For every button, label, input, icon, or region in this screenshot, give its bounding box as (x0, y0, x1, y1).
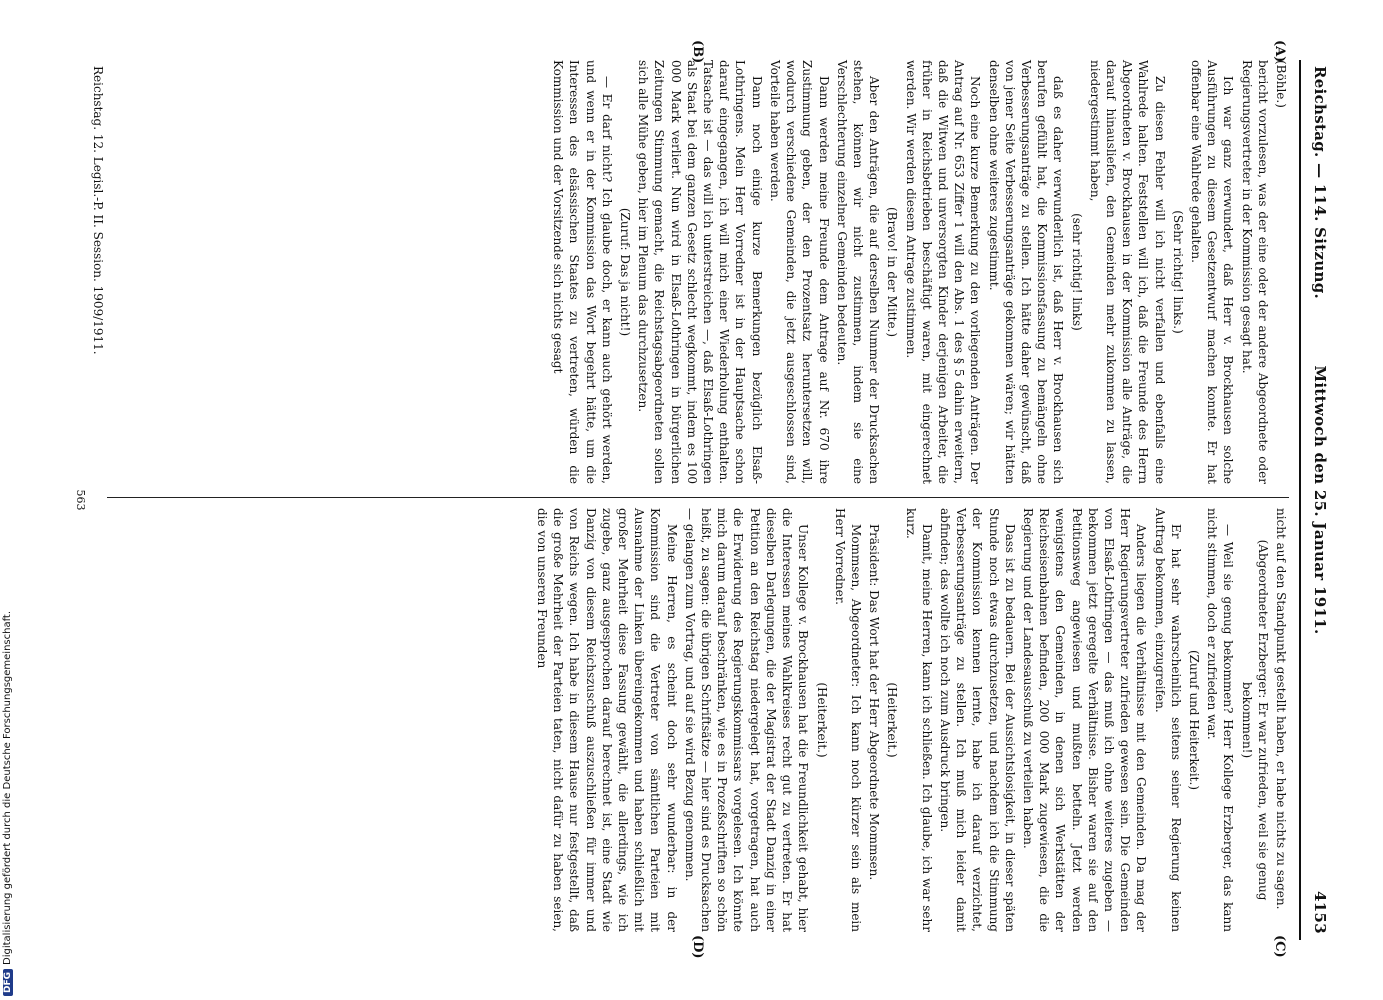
margin-mark-a: (A) (1272, 40, 1287, 63)
right-column-paragraph: Präsident: Das Wort hat der Herr Abgeordnete Mommsen. (867, 524, 882, 881)
left-column-paragraph: Noch eine kurze Bemerkung zu den vorliegenden Anträgen. Der Antrag auf Nr. 653 Ziffer 1 will den Abs. 1 des § 5 dahin erweitern, daß die Witwen und unversorgten Kinder derjenigen Arbeiter, die früher in Reichsbetrieben beschäftigt waren, mit eingerechnet werden. Wir werden diesem Antrage zustimmen. (903, 60, 983, 484)
column-divider (107, 497, 1289, 498)
left-column-paragraph: Ich war ganz verwundert, daß Herr v. Brockhausen solche Ausführungen zu diesem Gesetzentwurf machen konnte. Er hat offenbar eine Wahlrede gehalten. (1188, 60, 1236, 484)
left-column-paragraph: (Zuruf: Das ja nicht!) (618, 207, 633, 337)
left-column-paragraph: (sehr richtig! links) (1069, 213, 1084, 331)
left-column-paragraph: daß es daher verwunderlich ist, daß Herr v. Brockhausen sich berufen gefühlt hat, die Kommissionsfassung zu bemängeln ohne Verbesserungsanträge zu stellen. Ich hätte daher gewünscht, daß von jener Seite Verbesserungsanträge gekommen wären; wir hätten denselben ohne weiteres zugestimmt. (986, 60, 1066, 484)
left-column-paragraph: Dann werden meine Freunde dem Antrage auf Nr. 670 ihre Zustimmung geben, der den Prozentsatz heruntersetzen will, wodurch verschiedene Gemeinden, die jetzt ausgeschlossen sind, Vorteile haben werden. (767, 60, 831, 484)
right-column (532, 508, 1289, 932)
page-footer (74, 60, 105, 940)
left-column-paragraph: (Bravo! in der Mitte.) (885, 206, 900, 338)
dfg-logo: DFG (3, 969, 13, 996)
document-page (55, 40, 1345, 960)
left-column-paragraph: Zu diesen Fehler will ich nicht verfallen und ebenfalls eine Wahlrede halten. Feststellen will ich, daß die Freunde des Herrn Abgeordneten v. Brockhausen in der Kommission alle Anträge, die darauf hinausliefen, den Gemeinden mehr zukommen zu lassen, niedergestimmt haben, (1087, 60, 1167, 484)
header-session: Reichstag. — 114. Sitzung. (1311, 66, 1329, 300)
page-header (1303, 60, 1329, 940)
right-column-paragraph: Damit, meine Herren, kann ich schließen. Ich glaube, ich war sehr kurz. (903, 508, 934, 932)
right-column-paragraph: Meine Herren, es scheint doch sehr wunderbar: in der Kommission sind die Vertreter von sämtlichen Parteien mit Ausnahme der Linken übereingekommen und haben schließlich mit großer Mehrheit diese Fassung gewählt, die allerdings, wie ich zugebe, ganz ausgesprochen darauf berechnet ist, eine Stadt wie Danzig von diesem Reichszuschuß auszuschließen für immer und von Reichs wegen. Ich habe in diesem Hause nur festgestellt, daß die große Mehrheit der Parteien taten, nicht dafür zu haben seien, die von unseren Freunden (535, 508, 679, 932)
margin-mark-d: (D) (690, 935, 705, 959)
right-column-paragraph: nicht auf den Standpunkt gestellt haben, er habe nichts zu sagen. (1274, 508, 1288, 910)
right-column-paragraph: (Heiterkeit.) (814, 682, 829, 758)
right-column-paragraph: Mommsen, Abgeordneter: Ich kann noch kürzer sein als mein Herr Vorredner. (832, 508, 863, 932)
left-column-paragraph: Aber den Anträgen, die auf derselben Nummer der Drucksachen stehen, können wir nicht zustimmen, indem sie eine Verschlechterung einzelner Gemeinden bedeuten. (834, 60, 882, 484)
right-column-paragraph: Er hat sehr wahrscheinlich seitens seiner Regierung keinen Auftrag bekommen, einzugreifen. (1152, 508, 1183, 932)
left-column-paragraph: (Böhle.) (1274, 60, 1288, 108)
left-column (548, 60, 1289, 484)
footer-legislature: Reichstag. 12. Legisl.-P. II. Session. 1909/1911. (91, 66, 105, 355)
right-column-paragraph: (Heiterkeit.) (885, 682, 900, 758)
right-column-paragraph: (Abgeordneter Erzberger: Er war zufrieden, weil sie genug bekommen!) (1239, 539, 1270, 901)
right-column-paragraph: — Weil sie genug bekommen? Herr Kollege Erzberger, das kann nicht stimmen, doch er zufrieden war. (1205, 508, 1236, 932)
side-credit-rotator (2, 4, 16, 996)
right-column-paragraph: Dass ist zu bedauern. Bei der Aussichtslosigkeit, in dieser späten Stunde noch etwas durchzusetzen, und nachdem ich die Stimmung der Kommission kennen lernte, habe ich darauf verzichtet, Verbesserungsanträge zu stellen. Ich muß mich leider damit abfinden; das wollte ich noch zum Ausdruck bringen. (937, 508, 1017, 932)
digitization-credit: Digitalisierung gefördert durch die Deutsche Forschungsgemeinschaft. (2, 610, 13, 965)
side-credit (2, 4, 16, 996)
header-rule (1299, 60, 1301, 940)
header-date: Mittwoch den 25. Januar 1911. (1311, 365, 1329, 635)
margin-mark-c: (C) (1272, 935, 1287, 958)
margin-mark-b: (B) (690, 40, 705, 64)
footer-sheet-number: 563 (74, 489, 87, 511)
right-column-paragraph: Unser Kollege v. Brockhausen hat die Freundlichkeit gehabt, hier die Interessen meines Wahlkreises recht gut zu vertreten. Er hat dieselben Darlegungen, die der Magistrat der Stadt Danzig in einer Petition an den Reichstag niedergelegt hat, vorgetragen, hat auch die Erwiderung des Regierungskommissars vorgelesen. Ich könnte mich darum darauf beschränken, wie es in Prozeßschriften so schön heißt, zu sagen: die übrigen Schriftsätze — hier sind es Drucksachen — gelangen zum Vortrag, und auf sie wird Bezug genommen. (682, 508, 811, 932)
left-column-paragraph: (Sehr richtig! links.) (1170, 210, 1185, 334)
left-column-paragraph: Dann noch einige kurze Bemerkungen bezüglich Elsaß-Lothringens. Mein Herr Vorredner ist in der Hauptsache schon darauf eingegangen, ich will mich einer Wiederholung enthalten. Tatsache ist — das will ich unterstreichen —, daß Elsaß-Lothringen als Staat bei dem ganzen Gesetz schlecht wegkommt, indem es 100 000 Mark verliert. Nun wird in Elsaß-Lothringen in bürgerlichen Zeitungen Stimmung gemacht, die Reichstagsabgeordneten sollen sich alle Mühe geben, hier im Plenum das durchzusetzen. (636, 60, 764, 484)
left-column-paragraph: bericht vorzulesen, was der eine oder der andere Abgeordnete oder Regierungsvertreter in der Kommission gesagt hat. (1239, 60, 1270, 484)
left-column-paragraph: — Er darf nicht? Ich glaube doch, er kann auch gehört werden, und wenn er in der Kommission das Wort begehrt hätte, um die Interessen des elsässischen Staates zu vertreten, würden die Kommission und der Vorsitzende sich nichts gesagt (551, 60, 614, 484)
right-column-paragraph: (Zuruf und Heiterkeit.) (1186, 649, 1201, 790)
right-column-paragraph: Anders liegen die Verhältnisse mit den Gemeinden. Da mag der Herr Regierungsvertreter zufrieden gewesen sein. Die Gemeinden von Elsaß-Lothringen — das muß ich ohne weiteres zugeben — bekommen jetzt geregelte Verhältnisse. Bisher waren sie auf den Petitionsweg angewiesen und mußten betteln. Jetzt werden wenigstens den Gemeinden, in denen sich Werkstätten der Reichseisenbahnen befinden, 200 000 Mark zugewiesen, die die Regierung und der Landesausschuß zu verteilen haben. (1020, 508, 1149, 932)
header-page-number: 4153 (1311, 891, 1329, 934)
